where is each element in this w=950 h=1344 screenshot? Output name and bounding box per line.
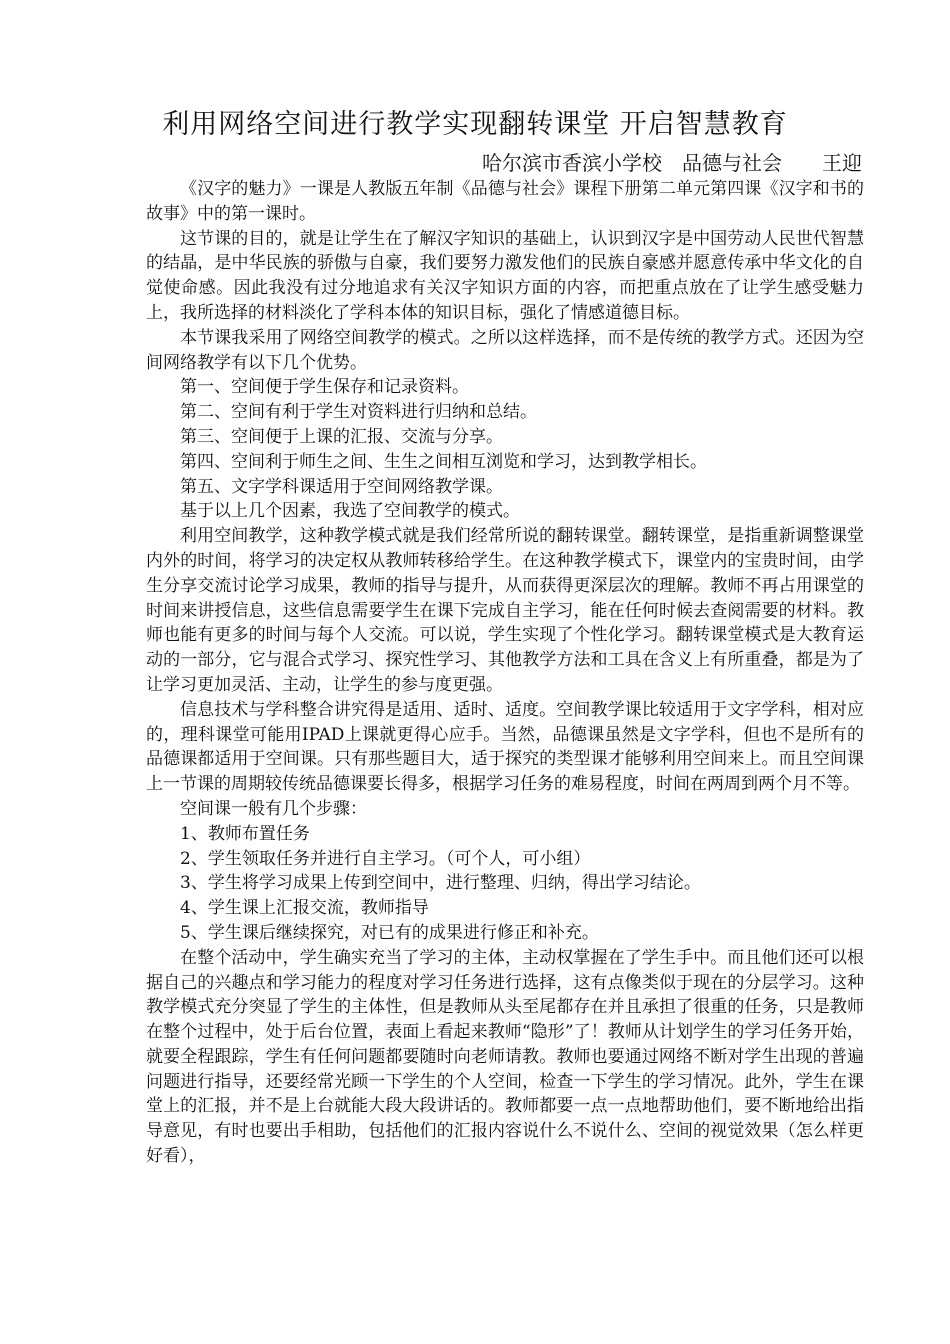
paragraph: 第四、空间利于师生之间、生生之间相互浏览和学习，达到教学相长。	[180, 451, 707, 472]
paragraph: 基于以上几个因素，我选了空间教学的模式。	[180, 501, 520, 522]
document-body	[146, 177, 864, 1169]
list-item: 1、教师布置任务	[180, 823, 310, 844]
list-item: 2、学生领取任务并进行自主学习。（可个人，可小组）	[180, 848, 591, 869]
paragraph: 第二、空间有利于学生对资料进行归纳和总结。	[180, 402, 537, 423]
paragraph: 这节课的目的，就是让学生在了解汉字知识的基础上，认识到汉字是中国劳动人民世代智慧的结晶，是中华民族的骄傲与自豪，我们要努力激发他们的民族自豪感并愿意传承中华文化的自觉使命感。因此我没有过分地追求有关汉字知识方面的内容，而把重点放在了让学生感受魅力上，我所选择的材料淡化了学科本体的知识目标，强化了情感道德目标。	[146, 228, 864, 323]
list-item: 3、学生将学习成果上传到空间中，进行整理、归纳，得出学习结论。	[180, 873, 701, 894]
paragraph: 第五、文字学科课适用于空间网络教学课。	[180, 476, 503, 497]
paragraph: 信息技术与学科整合讲究得是适用、适时、适度。空间教学课比较适用于文字学科，相对应的，理科课堂可能用IPAD上课就更得心应手。当然，品德课虽然是文字学科，但也不是所有的品德课都适用于空间课。只有那些题目大，适于探究的类型课才能够利用空间来上。而且空间课上一节课的周期较传统品德课要长得多，根据学习任务的难易程度，时间在两周到两个月不等。	[146, 699, 864, 795]
paragraph: 第一、空间便于学生保存和记录资料。	[180, 377, 469, 398]
paragraph: 第三、空间便于上课的汇报、交流与分享。	[180, 426, 503, 447]
document-title: 利用网络空间进行教学实现翻转课堂 开启智慧教育	[162, 109, 788, 140]
paragraph: 利用空间教学，这种教学模式就是我们经常所说的翻转课堂。翻转课堂，是指重新调整课堂内外的时间，将学习的决定权从教师转移给学生。在这种教学模式下，课堂内的宝贵时间，由学生分享交流讨论学习成果，教师的指导与提升，从而获得更深层次的理解。教师不再占用课堂的时间来讲授信息，这些信息需要学生在课下完成自主学习，能在任何时候去查阅需要的材料。教师也能有更多的时间与每个人交流。可以说，学生实现了个性化学习。翻转课堂模式是大教育运动的一部分，它与混合式学习、探究性学习、其他教学方法和工具在含义上有所重叠，都是为了让学习更加灵活、主动，让学生的参与度更强。	[146, 526, 864, 695]
paragraph: 在整个活动中，学生确实充当了学习的主体，主动权掌握在了学生手中。而且他们还可以根据自己的兴趣点和学习能力的程度对学习任务进行选择，这有点像类似于现在的分层学习。这种教学模式充分突显了学生的主体性，但是教师从头至尾都存在并且承担了很重的任务，只是教师在整个过程中，处于后台位置，表面上看起来教师“隐形”了！教师从计划学生的学习任务开始，就要全程跟踪，学生有任何问题都要随时向老师请教。教师也要通过网络不断对学生出现的普遍问题进行指导，还要经常光顾一下学生的个人空间，检查一下学生的学习情况。此外，学生在课堂上的汇报，并不是上台就能大段大段讲话的。教师都要一点一点地帮助他们，要不断地给出指导意见，有时也要出手相助，包括他们的汇报内容说什么不说什么、空间的视觉效果（怎么样更好看），	[146, 947, 864, 1167]
paragraph: 空间课一般有几个步骤：	[180, 798, 367, 819]
document-byline: 哈尔滨市香滨小学校 品德与社会 王迎	[482, 151, 862, 175]
paragraph: 本节课我采用了网络空间教学的模式。之所以这样选择，而不是传统的教学方式。还因为空间网络教学有以下几个优势。	[146, 327, 864, 373]
paragraph: 《汉字的魅力》一课是人教版五年制《品德与社会》课程下册第二单元第四课《汉字和书的故事》中的第一课时。	[146, 179, 864, 224]
list-item: 4、学生课上汇报交流，教师指导	[180, 898, 429, 919]
list-item: 5、学生课后继续探究，对已有的成果进行修正和补充。	[180, 922, 599, 943]
